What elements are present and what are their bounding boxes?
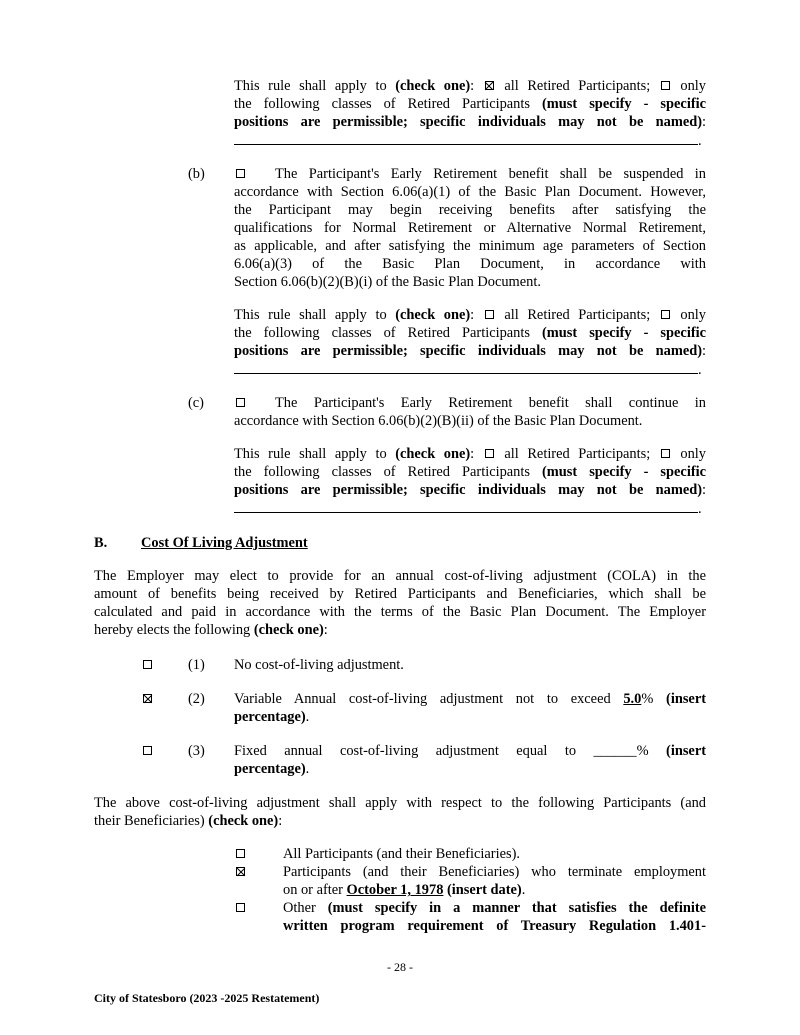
checkbox-terminate-after-date-checked[interactable] — [236, 867, 245, 876]
fixed-percentage-blank[interactable]: ______ — [593, 743, 637, 759]
participant-2-checkbox-wrap — [234, 863, 247, 881]
intro-line-1: The Employer may elect to provide for an annual cost-of-living adjustment (COLA) in the — [94, 568, 706, 584]
cola-2-line-2: percentage). — [234, 709, 310, 725]
para-c-line-2: accordance with Section 6.06(b)(2)(B)(ii) of the Basic Plan Document. — [234, 413, 643, 429]
para-b-line-2: accordance with Section 6.06(a)(1) of the Basic Plan Document. However, — [234, 184, 706, 200]
checkbox-only-classes-b[interactable] — [661, 310, 670, 319]
cola-option-1-num: (1) — [188, 657, 205, 673]
section-b-intro — [94, 567, 706, 639]
checkbox-all-retired-b[interactable] — [485, 310, 494, 319]
cola-option-3-text — [234, 742, 706, 778]
checkbox-cola-3[interactable] — [143, 746, 152, 755]
cola-option-2-text — [234, 690, 706, 726]
rule-blank-line[interactable]: . — [234, 131, 706, 150]
checkbox-cola-1[interactable] — [143, 660, 152, 669]
para-b-line-6: 6.06(a)(3) of the Basic Plan Document, in accordance with — [234, 256, 706, 272]
participant-1-text: All Participants (and their Beneficiaries). — [283, 846, 520, 862]
section-b-title: Cost Of Living Adjustment — [141, 535, 308, 551]
participant-1-checkbox-wrap — [234, 845, 247, 863]
para-b — [234, 165, 706, 291]
cola-3-line-1: Fixed annual cost-of-living adjustment equal to ______% (insert — [234, 743, 706, 759]
rule-b-line-2: the following classes of Retired Participants (must specify - specific — [234, 325, 706, 341]
cola-option-1-checkbox-wrap — [141, 656, 154, 674]
para-c — [234, 394, 706, 430]
apply-line-1: The above cost-of-living adjustment shall apply with respect to the following Participants (and — [94, 795, 706, 811]
cola-max-percentage[interactable]: 5.0 — [623, 691, 642, 707]
para-c-line-1: The Participant's Early Retirement benefit shall continue in — [234, 394, 706, 412]
rule-line-2: the following classes of Retired Participants (must specify - specific — [234, 96, 706, 112]
section-b-letter: B. — [94, 535, 108, 551]
cola-option-2-checkbox-wrap — [141, 690, 154, 708]
participant-3-checkbox-wrap — [234, 899, 247, 917]
para-c-label: (c) — [188, 395, 204, 411]
cola-option-3-checkbox-wrap — [141, 742, 154, 760]
rule-c-line-2: the following classes of Retired Participants (must specify - specific — [234, 464, 706, 480]
checkbox-all-retired-c[interactable] — [485, 449, 494, 458]
rule-block-b — [234, 306, 706, 379]
rule-line-3: positions are permissible; specific individuals may not be named): — [234, 114, 706, 130]
apply-line-2: their Beneficiaries) (check one): — [94, 813, 283, 829]
rule-c-blank-line[interactable]: . — [234, 499, 706, 518]
termination-date[interactable]: October 1, 1978 — [346, 882, 444, 898]
cola-option-1-text: No cost-of-living adjustment. — [234, 657, 404, 673]
rule-b-line-3: positions are permissible; specific individuals may not be named): — [234, 343, 706, 359]
rule-line-1: This rule shall apply to (check one): all Retired Participants; only — [234, 78, 706, 94]
para-b-line-7: Section 6.06(b)(2)(B)(i) of the Basic Plan Document. — [234, 274, 541, 290]
checkbox-para-b[interactable] — [236, 169, 245, 178]
rule-b-blank-line[interactable]: . — [234, 360, 706, 379]
participant-2-line-1: Participants (and their Beneficiaries) who terminate employment — [283, 864, 706, 880]
rule-block-c — [234, 445, 706, 518]
cola-3-line-2: percentage). — [234, 761, 310, 777]
cola-option-2-num: (2) — [188, 691, 205, 707]
checkbox-all-retired-checked[interactable] — [485, 81, 494, 90]
rule-c-line-3: positions are permissible; specific individuals may not be named): — [234, 482, 706, 498]
participant-2-text — [283, 863, 706, 899]
rule-block-a — [234, 77, 706, 150]
rule-b-line-1: This rule shall apply to (check one): all Retired Participants; only — [234, 307, 706, 323]
checkbox-only-classes[interactable] — [661, 81, 670, 90]
para-b-line-1: The Participant's Early Retirement benefit shall be suspended in — [234, 165, 706, 183]
intro-line-4: hereby elects the following (check one): — [94, 622, 328, 638]
intro-line-3: calculated and paid in accordance with the terms of the Basic Plan Document. The Employer — [94, 604, 706, 620]
rule-c-line-1: This rule shall apply to (check one): all Retired Participants; only — [234, 446, 706, 462]
participant-3-line-1: Other (must specify in a manner that satisfies the definite — [283, 900, 706, 916]
para-b-line-3: the Participant may begin receiving benefits after satisfying the — [234, 202, 706, 218]
apply-paragraph — [94, 794, 706, 830]
cola-2-line-1: Variable Annual cost-of-living adjustment not to exceed 5.0% (insert — [234, 691, 706, 707]
checkbox-only-classes-c[interactable] — [661, 449, 670, 458]
para-b-line-5: as applicable, and after satisfying the minimum age parameters of Section — [234, 238, 706, 254]
cola-option-3-num: (3) — [188, 743, 205, 759]
page-number: - 28 - — [387, 960, 413, 974]
checkbox-para-c[interactable] — [236, 398, 245, 407]
intro-line-2: amount of benefits being received by Retired Participants and Beneficiaries, which shall be — [94, 586, 706, 602]
participant-2-line-2: on or after October 1, 1978 (insert date). — [283, 882, 526, 898]
checkbox-other-participants[interactable] — [236, 903, 245, 912]
participant-3-line-2: written program requirement of Treasury Regulation 1.401- — [283, 918, 706, 934]
participant-3-text — [283, 899, 706, 935]
checkbox-cola-2-checked[interactable] — [143, 694, 152, 703]
footer-doc-title: City of Statesboro (2023 -2025 Restatement) — [94, 991, 320, 1005]
para-b-line-4: qualifications for Normal Retirement or Alternative Normal Retirement, — [234, 220, 706, 236]
para-b-label: (b) — [188, 166, 205, 182]
checkbox-all-participants[interactable] — [236, 849, 245, 858]
